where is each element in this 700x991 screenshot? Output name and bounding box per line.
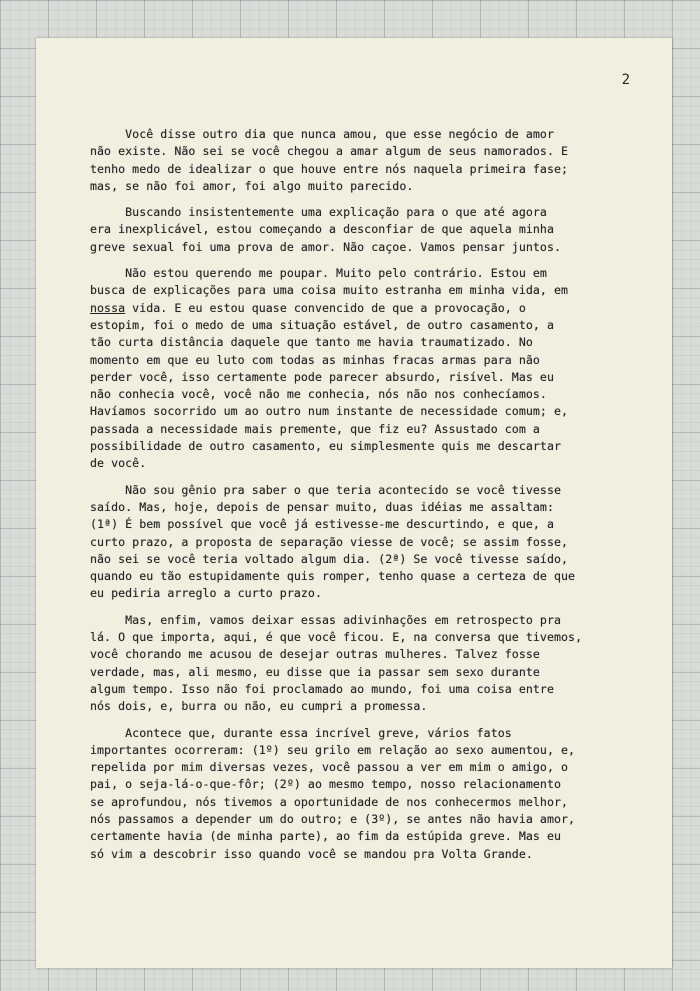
text-line: nós passamos a depender um do outro; e (3º), se antes não havia amor, — [90, 811, 576, 826]
text-line: importantes ocorreram: (1º) seu grilo em relação ao sexo aumentou, e, — [90, 742, 576, 757]
text-line: mas, se não foi amor, foi algo muito parecido. — [90, 178, 414, 193]
text-line: possibilidade de outro casamento, eu simplesmente quis me descartar — [90, 439, 562, 454]
page-number: 2 — [621, 72, 630, 88]
letter-body — [90, 126, 650, 872]
text-line: eu pediria arreglo a curto prazo. — [90, 586, 322, 601]
text-line: pai, o seja-lá-o-que-fôr; (2º) ao mesmo tempo, nosso relacionamento — [90, 777, 562, 792]
typewritten-page — [36, 38, 672, 968]
text-line: passada a necessidade mais premente, que fiz eu? Assustado com a — [90, 421, 540, 436]
text-line: Você disse outro dia que nunca amou, que esse negócio de amor — [90, 127, 554, 141]
paragraph — [90, 204, 650, 256]
text-line: de você. — [90, 456, 147, 471]
text-line: nossa vida. E eu estou quase convencido de que a provocação, o — [90, 300, 526, 315]
text-line: busca de explicações para uma coisa muito estranha em minha vida, em — [90, 283, 569, 298]
text-line: estopim, foi o medo de uma situação estável, de outro casamento, a — [90, 317, 554, 332]
text-line: verdade, mas, ali mesmo, eu disse que ia passar sem sexo durante — [90, 664, 540, 679]
text-line: não sei se você teria voltado algum dia. (2ª) Se você tivesse saído, — [90, 551, 569, 566]
text-line: era inexplicável, estou começando a desconfiar de que aquela minha — [90, 222, 554, 237]
text-line: curto prazo, a proposta de separação viesse de você; se assim fosse, — [90, 534, 569, 549]
text-line: quando eu tão estupidamente quis romper, tenho quase a certeza de que — [90, 569, 576, 584]
text-line: greve sexual foi uma prova de amor. Não caçoe. Vamos pensar juntos. — [90, 239, 562, 254]
text-line: saído. Mas, hoje, depois de pensar muito, duas idéias me assaltam: — [90, 499, 554, 514]
text-line: Não estou querendo me poupar. Muito pelo contrário. Estou em — [90, 266, 547, 281]
text-line: Acontece que, durante essa incrível greve, vários fatos — [90, 725, 512, 740]
text-line: momento em que eu luto com todas as minhas fracas armas para não — [90, 352, 540, 367]
text-line: não existe. Não sei se você chegou a amar algum de seus namorados. E — [90, 144, 569, 159]
paragraph — [90, 126, 650, 195]
paragraph — [90, 612, 650, 716]
text-line: Mas, enfim, vamos deixar essas adivinhações em retrospecto pra — [90, 612, 562, 627]
text-line: certamente havia (de minha parte), ao fim da estúpida greve. Mas eu — [90, 829, 562, 844]
text-line: tenho medo de idealizar o que houve entre nós naquela primeira fase; — [90, 161, 569, 176]
text-line: Havíamos socorrido um ao outro num instante de necessidade comum; e, — [90, 404, 569, 419]
text-line: só vim a descobrir isso quando você se mandou pra Volta Grande. — [90, 846, 533, 861]
text-line: Não sou gênio pra saber o que teria acontecido se você tivesse — [90, 482, 562, 497]
text-line: repelida por mim diversas vezes, você passou a ver em mim o amigo, o — [90, 760, 569, 775]
paragraph — [90, 265, 650, 473]
text-line: tão curta distância daquele que tanto me havia traumatizado. No — [90, 335, 533, 350]
paragraph — [90, 725, 650, 863]
text-line: Buscando insistentemente uma explicação para o que até agora — [90, 205, 547, 220]
paragraph — [90, 482, 650, 603]
text-line: (1ª) É bem possível que você já estivesse-me descurtindo, e que, a — [90, 517, 554, 532]
text-line: se aprofundou, nós tivemos a oportunidade de nos conhecermos melhor, — [90, 794, 569, 809]
text-line: nós dois, e, burra ou não, eu cumpri a promessa. — [90, 699, 428, 714]
text-line: perder você, isso certamente pode parecer absurdo, risível. Mas eu — [90, 369, 554, 384]
text-line: não conhecia você, você não me conhecia, nós não nos conhecíamos. — [90, 387, 547, 402]
text-line: você chorando me acusou de desejar outras mulheres. Talvez fosse — [90, 647, 540, 662]
text-line: lá. O que importa, aqui, é que você ficou. E, na conversa que tivemos, — [90, 630, 583, 645]
text-line: algum tempo. Isso não foi proclamado ao mundo, foi uma coisa entre — [90, 681, 554, 696]
